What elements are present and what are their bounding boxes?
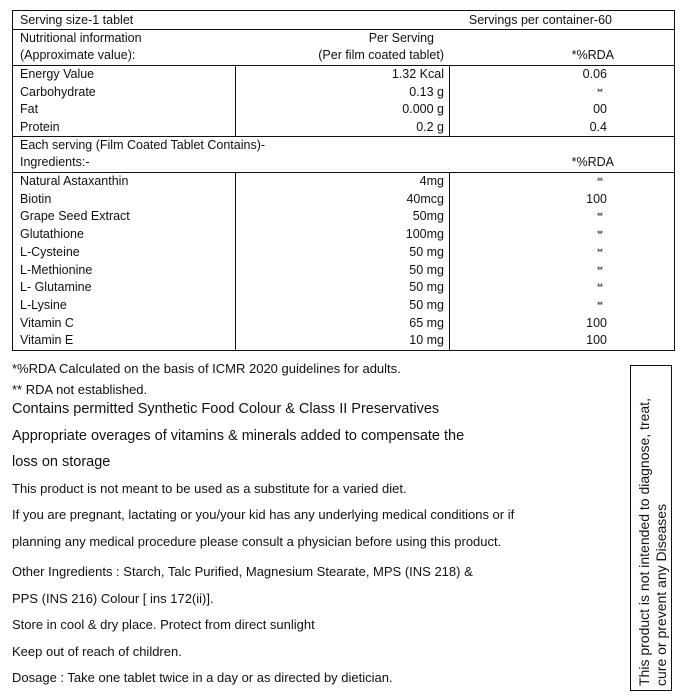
nutrition-amount: 0.000 g xyxy=(402,102,444,117)
nutrition-amount: 0.13 g xyxy=(409,84,444,99)
rda-not-established-note: ** RDA not established. xyxy=(12,382,148,397)
ingredient-name: Vitamin C xyxy=(20,315,74,330)
overages-note-line2: loss on storage xyxy=(12,454,111,470)
nutrition-name: Fat xyxy=(20,102,39,117)
nutrition-rda: 00 xyxy=(593,102,607,117)
nutrition-rda: ** xyxy=(596,86,602,97)
nutrition-name: Carbohydrate xyxy=(20,84,96,99)
nutrition-rda: 0.4 xyxy=(589,119,607,134)
ingredient-name: L-Methionine xyxy=(20,262,93,277)
divider xyxy=(13,65,674,66)
ingredient-amount: 50 mg xyxy=(409,262,444,277)
ingredient-name: Natural Astaxanthin xyxy=(20,174,129,188)
ingredient-name: Grape Seed Extract xyxy=(20,209,130,224)
ingredient-name: Glutathione xyxy=(20,227,84,242)
ingredient-amount: 65 mg xyxy=(409,315,444,330)
ingredients-label: Ingredients:- xyxy=(20,155,90,169)
ingredient-amount: 40mcg xyxy=(406,191,444,206)
ingredient-name: L-Lysine xyxy=(20,297,67,312)
ingredient-rda: 100 xyxy=(586,315,607,330)
nutrition-name: Energy Value xyxy=(20,67,95,81)
ingredient-amount: 4mg xyxy=(419,174,444,188)
other-ingredients-line2: PPS (INS 216) Colour [ ins 172(ii)]. xyxy=(12,591,214,606)
rda-header: *%RDA xyxy=(571,155,614,169)
nutrition-label: Nutritional information xyxy=(20,31,142,45)
serving-size: Serving size-1 tablet xyxy=(20,13,134,27)
nutrition-name: Protein xyxy=(20,119,60,134)
nutrition-rda: 0.06 xyxy=(582,67,607,81)
ingredient-rda: ** xyxy=(596,211,602,222)
rda-note: *%RDA Calculated on the basis of ICMR 2020 guidelines for adults. xyxy=(12,361,401,376)
column-divider xyxy=(449,172,450,350)
ingredient-amount: 100mg xyxy=(405,227,444,242)
ingredient-rda: 100 xyxy=(586,333,607,348)
pregnancy-note-line1: If you are pregnant, lactating or you/your kid has any underlying medical conditions or if xyxy=(12,507,515,522)
ingredient-amount: 50mg xyxy=(412,209,444,224)
ingredient-rda: ** xyxy=(596,176,602,186)
servings-per-container: Servings per container-60 xyxy=(468,13,612,27)
column-divider xyxy=(235,65,236,136)
approx-value-label: (Approximate value): xyxy=(20,48,136,62)
ingredient-rda: ** xyxy=(596,246,602,257)
ingredient-amount: 50 mg xyxy=(409,280,444,295)
ingredient-amount: 50 mg xyxy=(409,297,444,312)
ingredient-name: Biotin xyxy=(20,191,52,206)
ingredient-name: L- Glutamine xyxy=(20,280,92,295)
ingredient-name: Vitamin E xyxy=(20,333,74,348)
colour-note: Contains permitted Synthetic Food Colour & Class II Preservatives xyxy=(12,401,440,417)
column-divider xyxy=(235,172,236,350)
ingredient-rda: ** xyxy=(596,229,602,240)
ingredient-rda: 100 xyxy=(586,191,607,206)
pregnancy-note-line2: planning any medical procedure please consult a physician before using this product. xyxy=(12,534,502,549)
nutrition-amount: 0.2 g xyxy=(416,119,444,134)
overages-note-line1: Appropriate overages of vitamins & minerals added to compensate the xyxy=(12,428,465,444)
nutrition-amount: 1.32 Kcal xyxy=(391,67,444,81)
ingredient-rda: ** xyxy=(596,264,602,275)
ingredient-rda: ** xyxy=(596,282,602,293)
storage-note: Store in cool & dry place. Protect from direct sunlight xyxy=(12,617,315,632)
ingredient-amount: 10 mg xyxy=(409,333,444,348)
substitute-note: This product is not meant to be used as a substitute for a varied diet. xyxy=(12,481,407,496)
ingredient-rda: ** xyxy=(596,299,602,310)
nutrition-facts-table xyxy=(12,10,675,351)
ingredient-name: L-Cysteine xyxy=(20,244,80,259)
ingredient-amount: 50 mg xyxy=(409,244,444,259)
other-ingredients-line1: Other Ingredients : Starch, Talc Purified, Magnesium Stearate, MPS (INS 218) & xyxy=(12,564,473,579)
children-note: Keep out of reach of children. xyxy=(12,644,182,659)
per-tablet-label: (Per film coated tablet) xyxy=(318,48,444,62)
column-divider xyxy=(449,65,450,136)
disclaimer-text: This product is not intended to diagnose, treat, cure or prevent any Diseases xyxy=(636,398,669,686)
dosage-note: Dosage : Take one tablet twice in a day or as directed by dietician. xyxy=(12,670,393,685)
per-serving-label: Per Serving xyxy=(368,31,434,45)
rda-header: *%RDA xyxy=(571,48,614,62)
each-serving-label: Each serving (Film Coated Tablet Contains)- xyxy=(20,138,266,152)
